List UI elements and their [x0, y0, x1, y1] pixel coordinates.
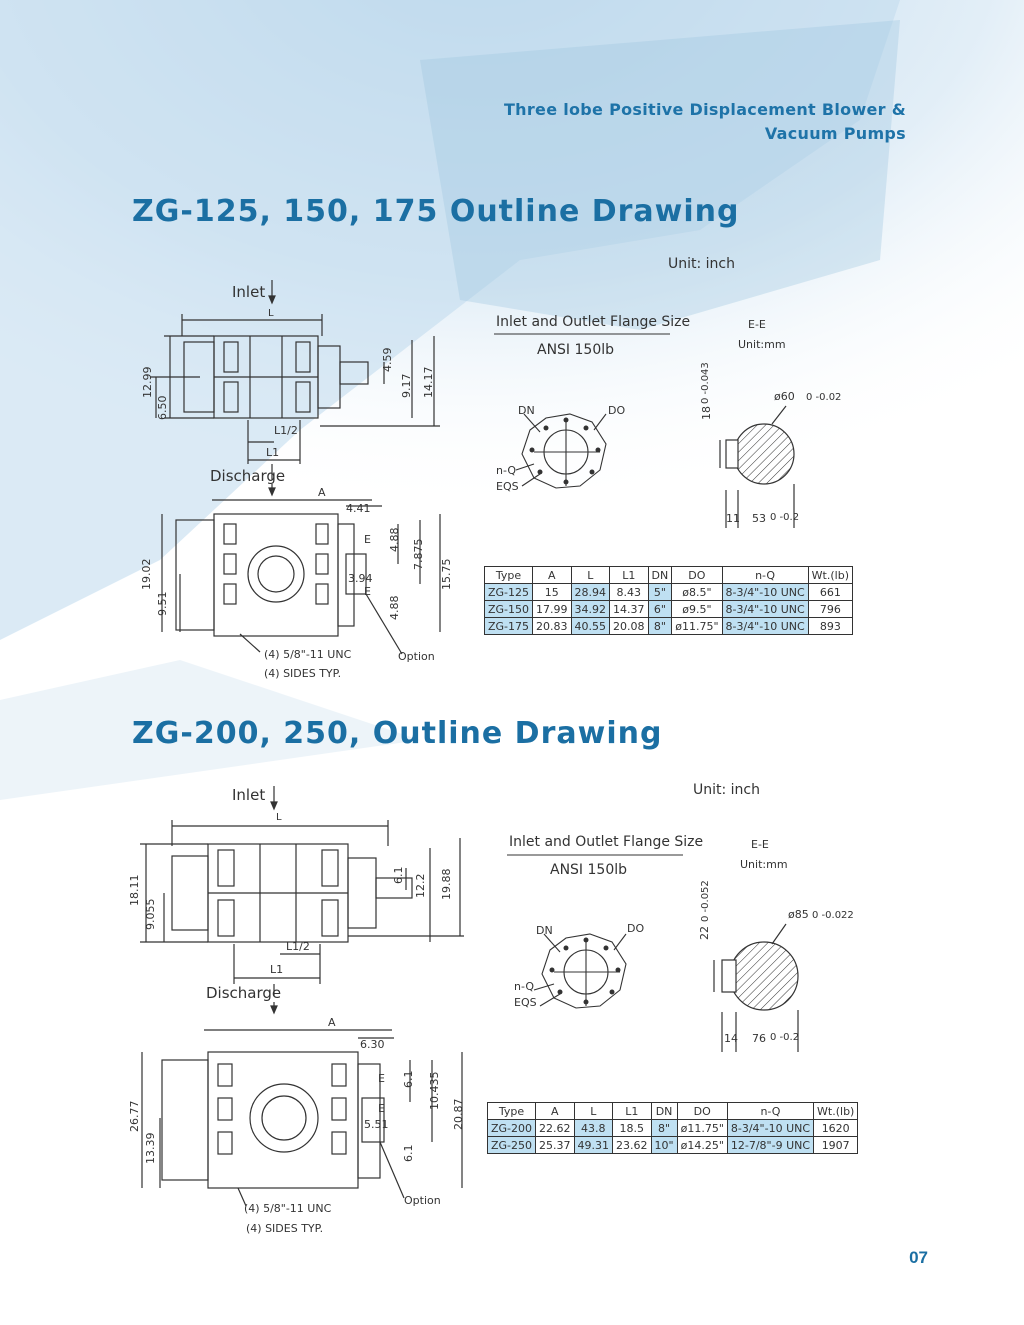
- section2-dim-1811: 18.11: [128, 874, 141, 906]
- section2-dim-1988: 19.88: [440, 868, 453, 900]
- table-header-cell: Type: [488, 1103, 536, 1120]
- table-cell: 8-3/4"-10 UNC: [727, 1120, 813, 1137]
- section2-discharge-label: Discharge: [206, 984, 282, 1002]
- section1-dim-1417: 14.17: [422, 366, 435, 398]
- section2-shaft-key: 22: [698, 926, 711, 940]
- section1-dim-E-bottom: E: [364, 585, 371, 598]
- section1-dim-1299: 12.99: [141, 366, 154, 398]
- section1-flange-eqs: EQS: [496, 480, 519, 493]
- section1-discharge-label: Discharge: [210, 467, 286, 485]
- section2-dim-9055: 9.055: [144, 898, 157, 930]
- table-cell: 34.92: [571, 601, 610, 618]
- table-cell: 12-7/8"-9 UNC: [727, 1137, 813, 1154]
- table-header-cell: L1: [610, 567, 649, 584]
- table-cell: 17.99: [533, 601, 572, 618]
- section1-spec-table: [484, 566, 853, 635]
- section2-sides-note: (4) SIDES TYP.: [246, 1222, 324, 1235]
- table-cell: 8-3/4"-10 UNC: [722, 601, 808, 618]
- section2-dim-122: 12.2: [414, 873, 427, 898]
- table-cell: 15: [533, 584, 572, 601]
- section1-dim-488b: 4.88: [388, 595, 401, 620]
- section1-flange-std: ANSI 150lb: [537, 342, 615, 358]
- section1-dim-L1-2: L1/2: [274, 424, 298, 437]
- table-cell: 14.37: [610, 601, 649, 618]
- table-header-cell: DN: [651, 1103, 677, 1120]
- table-cell: ø11.75": [672, 618, 722, 635]
- section1-dim-A: A: [318, 486, 326, 499]
- table-header-cell: A: [536, 1103, 575, 1120]
- section1-dim-L: L: [268, 308, 274, 319]
- table-header-cell: Wt.(lb): [808, 567, 852, 584]
- section1-shaft-w53-tol: 0 -0.2: [770, 512, 800, 523]
- section2-shaft-dia-tol: 0 -0.022: [812, 910, 854, 921]
- header-line2: Vacuum Pumps: [764, 124, 906, 143]
- page-number: 07: [909, 1248, 928, 1267]
- section1-unit: Unit: inch: [668, 256, 735, 272]
- section2-flange-std: ANSI 150lb: [550, 862, 628, 878]
- section2-dim-L: L: [276, 812, 282, 823]
- table-cell: ø11.75": [677, 1120, 727, 1137]
- section1-flange-underline: [494, 332, 670, 336]
- table-cell: 10": [651, 1137, 677, 1154]
- section1-ee-label: E-E: [748, 318, 766, 331]
- table-header-cell: n-Q: [722, 567, 808, 584]
- section2-dim-1339: 13.39: [144, 1132, 157, 1164]
- table-cell: ZG-200: [488, 1120, 536, 1137]
- section1-inlet-label: Inlet: [232, 283, 266, 301]
- section2-dim-E-bottom: E: [378, 1102, 385, 1115]
- table-cell: 22.62: [536, 1120, 575, 1137]
- section2-unit: Unit: inch: [693, 782, 760, 798]
- section1-flange-do: DO: [608, 404, 626, 417]
- section2-dim-2677: 26.77: [128, 1100, 141, 1132]
- section2-side-view-drawing: [126, 1002, 472, 1222]
- section2-shaft-w14: 14: [724, 1032, 738, 1045]
- section1-dim-441: 4.41: [346, 502, 371, 515]
- table-cell: ZG-150: [485, 601, 533, 618]
- table-cell: 8": [648, 618, 672, 635]
- table-header-cell: DO: [677, 1103, 727, 1120]
- section2-dim-2087: 20.87: [452, 1098, 465, 1130]
- section2-dim-61a: 6.1: [392, 866, 405, 884]
- section1-dim-1575: 15.75: [440, 558, 453, 590]
- table-header-cell: DN: [648, 567, 672, 584]
- section1-dim-394: 3.94: [348, 572, 373, 585]
- section1-shaft-key-tol: 0 -0.043: [700, 362, 711, 404]
- section2-spec-table: [487, 1102, 858, 1154]
- section2-inlet-label: Inlet: [232, 786, 266, 804]
- table-header-cell: L: [574, 1103, 613, 1120]
- section2-dim-551: 5.51: [364, 1118, 389, 1131]
- table-cell: 661: [808, 584, 852, 601]
- table-header-cell: L1: [613, 1103, 652, 1120]
- section1-shaft-dia-tol: 0 -0.02: [806, 392, 842, 403]
- section1-shaft-dia: ø60: [774, 390, 795, 403]
- table-header-cell: DO: [672, 567, 722, 584]
- table-cell: 8-3/4"-10 UNC: [722, 584, 808, 601]
- section1-shaft-w11: 11: [726, 512, 740, 525]
- section2-bolt-note: (4) 5/8"-11 UNC: [244, 1202, 332, 1215]
- section1-flange-title: Inlet and Outlet Flange Size: [496, 314, 691, 330]
- table-cell: 43.8: [574, 1120, 613, 1137]
- section2-flange-dn: DN: [536, 924, 553, 937]
- table-cell: ZG-125: [485, 584, 533, 601]
- table-cell: 1907: [814, 1137, 858, 1154]
- section1-dim-7875: 7.875: [412, 538, 425, 570]
- page-header: [504, 98, 906, 146]
- section1-dim-L1: L1: [266, 446, 280, 459]
- table-cell: 8-3/4"-10 UNC: [722, 618, 808, 635]
- section2-dim-10435: 10.435: [428, 1071, 441, 1110]
- table-cell: ZG-250: [488, 1137, 536, 1154]
- section2-shaft-key-tol: 0 -0.052: [700, 880, 711, 922]
- table-cell: 25.37: [536, 1137, 575, 1154]
- section1-flange-dn: DN: [518, 404, 535, 417]
- table-row: [485, 601, 853, 618]
- table-cell: 20.08: [610, 618, 649, 635]
- section2-flange-underline: [507, 853, 683, 857]
- section1-option-label: Option: [398, 650, 435, 663]
- table-header-cell: n-Q: [727, 1103, 813, 1120]
- section2-shaft-w76-tol: 0 -0.2: [770, 1032, 800, 1043]
- table-header-cell: L: [571, 567, 610, 584]
- table-row: [485, 584, 853, 601]
- table-cell: ø14.25": [677, 1137, 727, 1154]
- section2-flange-title: Inlet and Outlet Flange Size: [509, 834, 704, 850]
- section1-dim-459: 4.59: [381, 347, 394, 372]
- section2-shaft-w76: 76: [752, 1032, 766, 1045]
- section1-title: ZG-125, 150, 175 Outline Drawing: [132, 194, 740, 229]
- table-cell: 893: [808, 618, 852, 635]
- section1-ee-unit: Unit:mm: [738, 338, 786, 351]
- section2-dim-L1: L1: [270, 963, 284, 976]
- section1-shaft-w53: 53: [752, 512, 766, 525]
- section2-dim-61c: 6.1: [402, 1144, 415, 1162]
- table-cell: 8.43: [610, 584, 649, 601]
- table-cell: 28.94: [571, 584, 610, 601]
- table-cell: 23.62: [613, 1137, 652, 1154]
- section1-sides-note: (4) SIDES TYP.: [264, 667, 342, 680]
- section2-ee-label: E-E: [751, 838, 769, 851]
- section1-shaft-key: 18: [700, 406, 713, 420]
- section2-dim-A: A: [328, 1016, 336, 1029]
- section1-dim-488a: 4.88: [388, 527, 401, 552]
- section1-flange-nq: n-Q: [496, 464, 517, 477]
- table-header-cell: A: [533, 567, 572, 584]
- section1-dim-917: 9.17: [400, 373, 413, 398]
- table-cell: 1620: [814, 1120, 858, 1137]
- section1-dim-1902: 19.02: [140, 558, 153, 590]
- section2-flange-do: DO: [627, 922, 645, 935]
- section2-shaft-dia: ø85: [788, 908, 809, 921]
- table-row: [488, 1137, 858, 1154]
- section2-dim-L1-2: L1/2: [286, 940, 310, 953]
- table-header-cell: Type: [485, 567, 533, 584]
- section1-dim-650: 6.50: [156, 395, 169, 420]
- section2-title: ZG-200, 250, Outline Drawing: [132, 716, 663, 751]
- section2-option-label: Option: [404, 1194, 441, 1207]
- table-header-row: [485, 567, 853, 584]
- section2-ee-unit: Unit:mm: [740, 858, 788, 871]
- section2-flange-eqs: EQS: [514, 996, 537, 1009]
- header-line1: Three lobe Positive Displacement Blower &: [503, 100, 906, 119]
- table-cell: 8": [651, 1120, 677, 1137]
- section2-dim-630: 6.30: [360, 1038, 385, 1051]
- section2-dim-E-top: E: [378, 1072, 385, 1085]
- table-cell: ø9.5": [672, 601, 722, 618]
- table-cell: 18.5: [613, 1120, 652, 1137]
- table-cell: 796: [808, 601, 852, 618]
- table-cell: ø8.5": [672, 584, 722, 601]
- table-cell: 6": [648, 601, 672, 618]
- table-cell: 49.31: [574, 1137, 613, 1154]
- table-row: [488, 1120, 858, 1137]
- table-cell: 20.83: [533, 618, 572, 635]
- table-cell: 5": [648, 584, 672, 601]
- table-header-row: [488, 1103, 858, 1120]
- table-header-cell: Wt.(lb): [814, 1103, 858, 1120]
- section2-dim-61b: 6.1: [402, 1070, 415, 1088]
- section1-bolt-note: (4) 5/8"-11 UNC: [264, 648, 352, 661]
- table-cell: 40.55: [571, 618, 610, 635]
- table-cell: ZG-175: [485, 618, 533, 635]
- section2-flange-nq: n-Q: [514, 980, 535, 993]
- section1-dim-E-top: E: [364, 533, 371, 546]
- table-row: [485, 618, 853, 635]
- section1-dim-951: 9.51: [156, 591, 169, 616]
